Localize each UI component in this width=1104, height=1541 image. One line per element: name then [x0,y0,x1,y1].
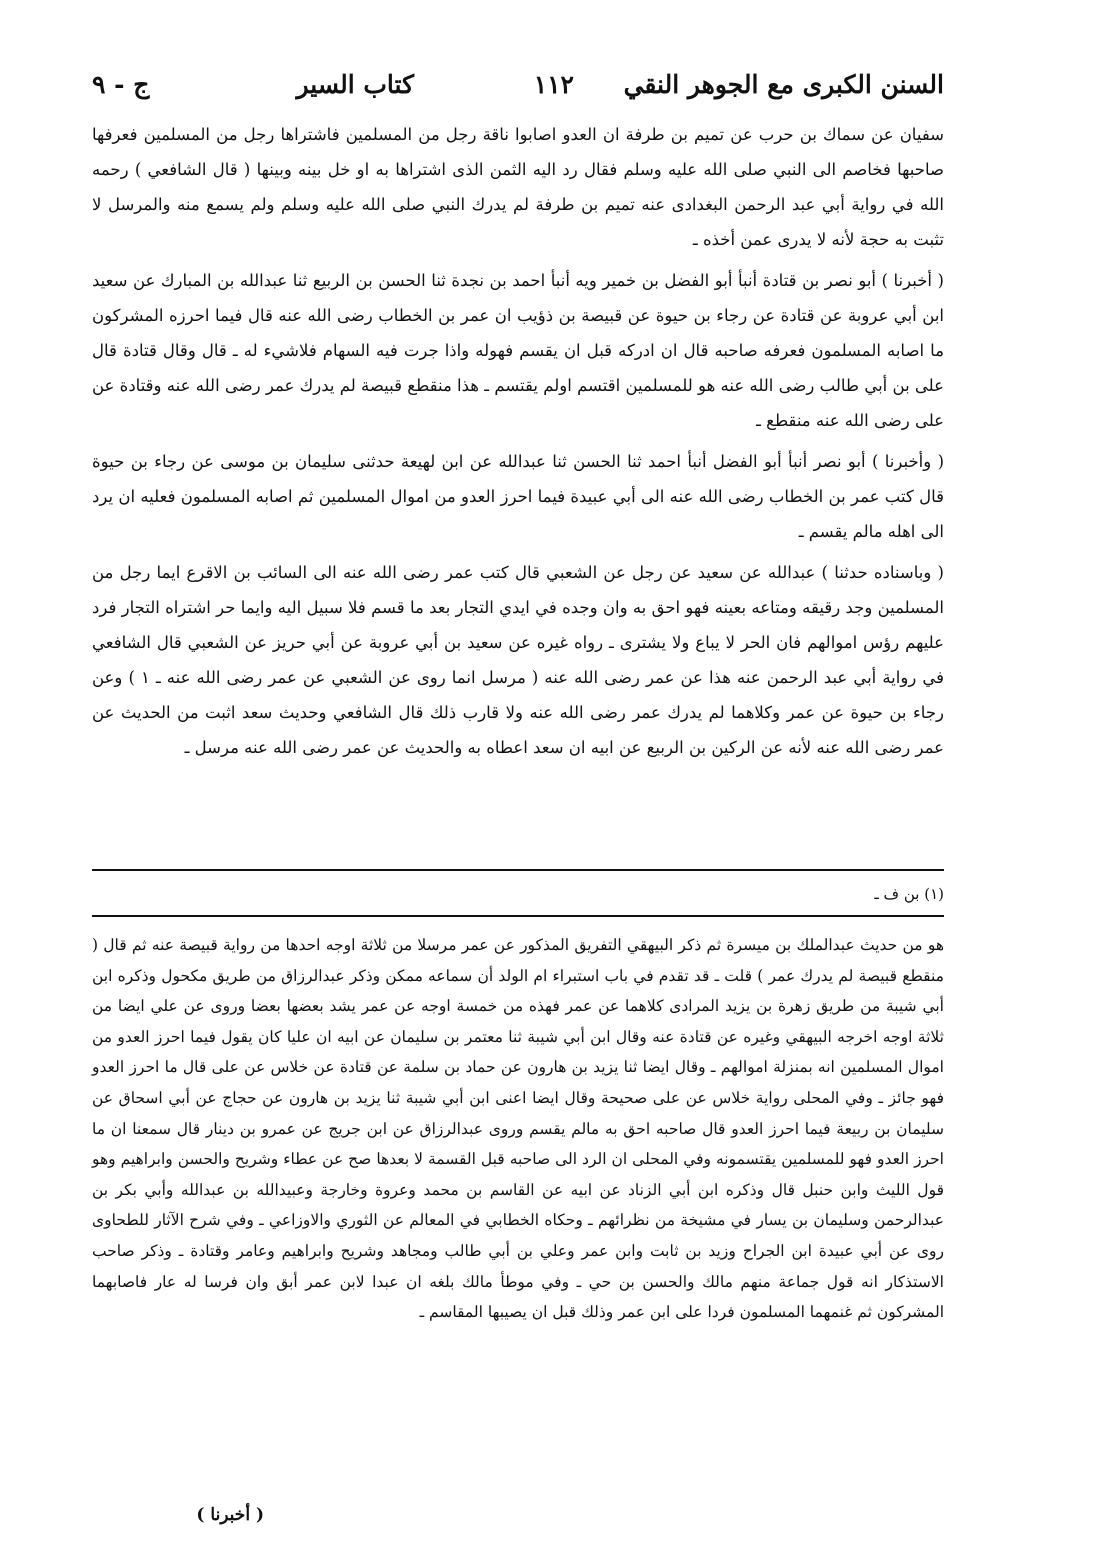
paragraph: ( وباسناده حدثنا ) عبدالله عن سعيد عن رجل عن الشعبي قال كتب عمر رضى الله عنه الى السائب بن الاقرع ايما رجل من المسلمين وجد رقيقه ومتاعه بعينه فهو احق به وان وجده في ايدي التجار بعد ما قسم فلا سبيل اليه وايما حر اشتراه التجار فرد عليهم رؤس اموالهم فان الحر لا يباع ولا يشترى ـ رواه غيره عن سعيد بن أبي عروبة عن أبي حريز عن الشعبي قال الشافعي في رواية أبي عبد الرحمن عنه هذا عن عمر رضى الله عنه ( مرسل انما روى عن الشعبي عن عمر رضى الله عنه ـ ١ ) وعن رجاء بن حيوة عن عمر وكلاهما لم يدرك عمر رضى الله عنه ولا قارب ذلك قال الشافعي وحديث سعد اثبت من الحديث عن عمر رضى الله عنه لأنه عن الركين بن الربيع عن ابيه ان سعد اعطاه به والحديث عن عمر رضى الله عنه مرسل ـ [92,563,944,757]
commentary-text [92,930,944,1328]
volume-number: ج - ٩ [92,70,150,99]
divider [92,869,944,871]
paragraph: هو من حديث عبدالملك بن ميسرة ثم ذكر البيهقي التفريق المذكور عن عمر مرسلا من ثلاثة اوجه احدها من رواية قبيصة عنه ثم قال ( منقطع قبيصة لم يدرك عمر ) قلت ـ قد تقدم في باب استبراء ام الولد أن سماعه ممكن وذكر عبدالرزاق من طريق مكحول وذكره ابن أبي شيبة من طريق زهرة بن يزيد المرادى كلاهما عن عمر فهذه من خمسة اوجه عن عمر يشد بعضها بعضا وروى عن علي ايضا من ثلاثة اوجه اخرجه البيهقي وغيره عن قتادة عنه وقال ابن أبي شيبة ثنا معتمر بن سليمان عن ابيه ان عليا كان يقول فيما احرز العدو من اموال المسلمين انه بمنزلة اموالهم ـ وقال ايضا ثنا يزيد بن هارون عن حماد بن سلمة عن قتادة عن خلاس عن على قال ما احرز العدو فهو جائز ـ وفي المحلى رواية خلاس عن على صحيحة وقال ايضا اعنى ابن أبي شيبة ثنا يزيد بن هارون عن حجاج عن أبي اسحاق عن سليمان بن ربيعة فيما احرز العدو قال صاحبه احق به مالم يقسم وروى عبدالرزاق عن ابن جريج عن عمرو بن دينار قال سمعنا ان ما احرز العدو فهو للمسلمين يقتسمونه وفي المحلى ان الرد الى صاحبه قبل القسمة لا بعدها صح عن عطاء وشريح والحسن وابراهيم وهو قول الليث وابن حنبل قال وذكره ابن أبي الزناد عن ابيه عن القاسم بن محمد وعروة وخارجة وعبيدالله بن عبدالله وأبي بكر بن عبدالرحمن وسليمان بن يسار في مشيخة من نظرائهم ـ وحكاه الخطابي في المعالم عن الثوري والاوزاعي ـ وفي شرح الآثار للطحاوى روى عن أبي عبيدة ابن الجراح وزيد بن ثابت وابن عمر وعلي بن أبي طالب ومجاهد وشريح وابراهيم وعامر وقتادة ـ وذكر صاحب الاستذكار انه قول جماعة منهم مالك والحسن بن حي ـ وفي موطأ مالك بلغه ان عبدا لابن عمر أبق وان فرسا له عار فاصابهما المشركون ثم غنمهما المسلمون فردا على ابن عمر وذلك قبل ان يصيبها المقاسم ـ [92,936,944,1322]
paragraph: ( وأخبرنا ) أبو نصر أنبأ أبو الفضل أنبأ احمد ثنا الحسن ثنا عبدالله عن ابن لهيعة حدثنى سليمان بن موسى عن رجاء بن حيوة قال كتب عمر بن الخطاب رضى الله عنه الى أبي عبيدة فيما احرز العدو من اموال المسلمين ثم اصابه المسلمون فعليه ان يرد الى اهله مالم يقسم ـ [92,452,944,541]
page-number: ١١٢ [533,70,574,99]
catchword: ( أخبرنا ) [196,1505,264,1525]
paragraph: ( أخبرنا ) أبو نصر بن قتادة أنبأ أبو الفضل بن خمير ويه أنبأ احمد بن نجدة ثنا الحسن بن الربيع ثنا عبدالله بن المبارك عن سعيد ابن أبي عروبة عن قتادة عن رجاء بن حيوة عن قبيصة بن ذؤيب ان عمر بن الخطاب رضى الله عنه قال فيما احرزه المشركون ما اصابه المسلمون فعرفه صاحبه قال ان ادركه قبل ان يقسم فهوله واذا جرت فيه السهام فلاشيء له ـ قال وقال قتادة قال على بن أبي طالب رضى الله عنه هو للمسلمين اقتسم اولم يقتسم ـ هذا منقطع قبيصة لم يدرك عمر رضى الله عنه وقتادة عن على رضى الله عنه منقطع ـ [92,271,944,430]
main-text [92,117,944,771]
page-header [92,70,944,110]
footnote: (١) بن ف ـ [874,885,944,903]
divider [92,915,944,917]
running-title: السنن الكبرى مع الجوهر النقي [623,70,944,99]
paragraph: سفيان عن سماك بن حرب عن تميم بن طرفة ان العدو اصابوا ناقة رجل من المسلمين فاشتراها رجل من المسلمين فعرفها صاحبها فخاصم الى النبي صلى الله عليه وسلم فقال رد اليه الثمن الذى اشتراها به او خل بينه وبينها ( قال الشافعي ) رحمه الله في رواية أبي عبد الرحمن البغدادى عنه تميم بن طرفة لم يدرك النبي صلى الله عليه وسلم ولم يسمع منه والمرسل لا تثبت به حجة لأنه لا يدرى عمن أخذه ـ [92,125,944,249]
book-name: كتاب السير [296,70,414,99]
